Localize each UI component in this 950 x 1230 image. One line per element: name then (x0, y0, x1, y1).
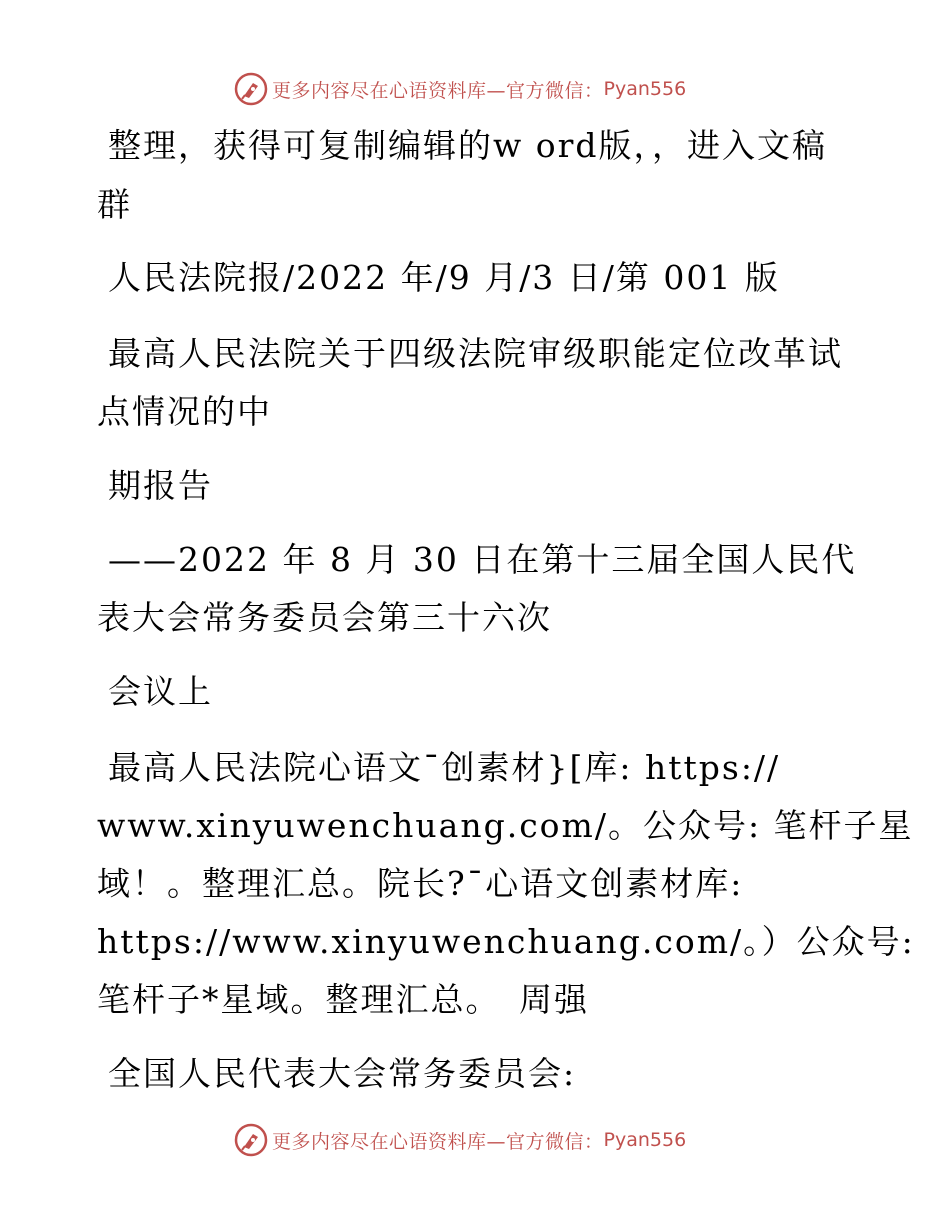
watermark-text: 更多内容尽在心语资料库—官方微信： (272, 79, 604, 102)
pen-nib-logo-icon (234, 1123, 268, 1157)
header-watermark (234, 71, 686, 107)
body-line: ——2022 年 8 月 30 日在第十三届全国人民代 (108, 540, 857, 579)
watermark-text: 更多内容尽在心语资料库—官方微信： (272, 1130, 604, 1153)
body-line: 笔杆子*星域。整理汇总。 周强 (97, 980, 589, 1019)
body-line: 人民法院报/2022 年/9 月/3 日/第 001 版 (108, 258, 780, 297)
footer-watermark (234, 1122, 686, 1158)
body-line: 整理，获得可复制编辑的w ord版，，进入文稿 (108, 126, 828, 165)
body-line: 表大会常务委员会第三十六次 (97, 598, 552, 637)
body-line: 最高人民法院心语文¯创素材}[库: https:// (108, 748, 781, 787)
body-line: 域！。整理汇总。院长?¯心语文创素材库: (97, 864, 744, 903)
body-line: 最高人民法院关于四级法院审级职能定位改革试 (108, 334, 843, 373)
body-line: 期报告 (108, 466, 213, 505)
body-line: 会议上 (108, 672, 213, 711)
body-line: www.xinyuwenchuang.com/。公众号: 笔杆子星 (97, 806, 914, 845)
watermark-wechat-handle: Pyan556 (603, 1129, 687, 1151)
body-line: 点情况的中 (97, 392, 272, 431)
watermark-wechat-handle: Pyan556 (603, 78, 687, 100)
body-line: 全国人民代表大会常务委员会: (108, 1054, 577, 1093)
pen-nib-logo-icon (234, 72, 268, 106)
body-line: 群 (97, 185, 132, 224)
body-line: https://www.xinyuwenchuang.com/。）公众号: (97, 922, 915, 961)
